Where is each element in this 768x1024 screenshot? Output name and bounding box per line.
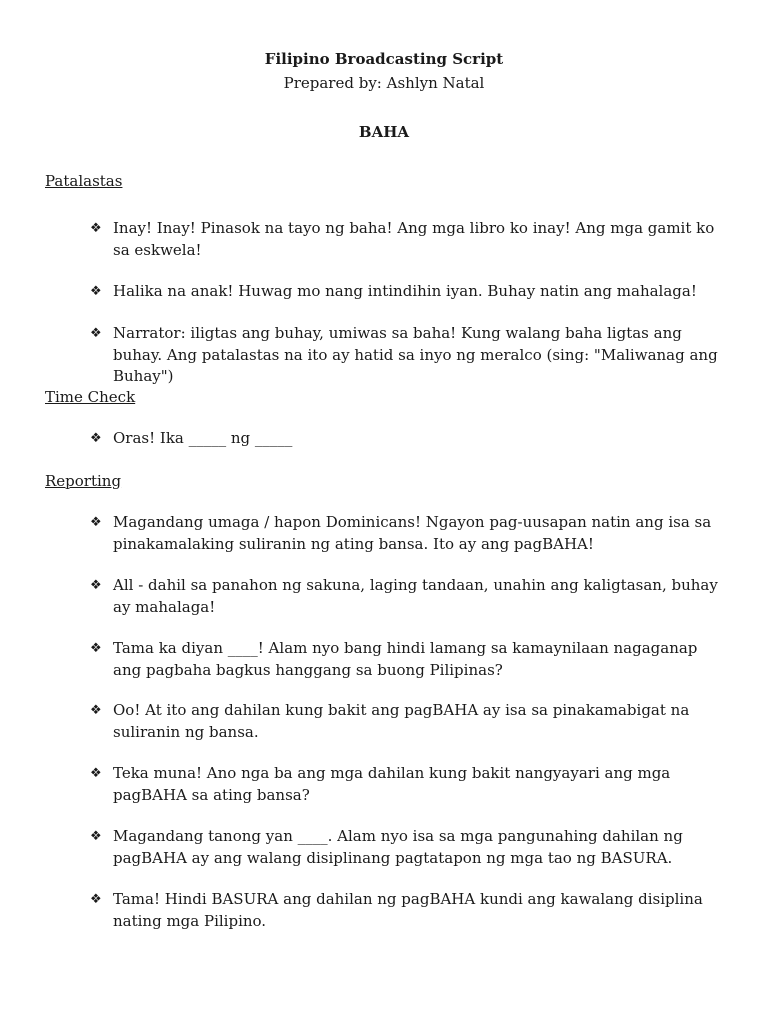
diamond-bullet-icon: ❖ [90,431,102,446]
list-item-text: Oras! Ika _____ ng _____ [113,429,293,447]
section-heading-patalastas: Patalastas [45,172,123,190]
list-item-text: Magandang umaga / hapon Dominicans! Ngayon pag-uusapan natin ang isa sa pinakamalaking suliranin ng ating bansa. Ito ay ang pagBAHA! [113,513,712,553]
list-item-text: Narrator: iligtas ang buhay, umiwas sa baha! Kung walang baha ligtas ang buhay. Ang patalastas na ito ay hatid sa inyo ng meralco (sing: "Maliwanag ang Buhay") [113,324,718,385]
diamond-bullet-icon: ❖ [90,284,102,299]
list-item-text: Teka muna! Ano nga ba ang mga dahilan kung bakit nangyayari ang mga pagBAHA sa ating bansa? [113,764,671,804]
diamond-bullet-icon: ❖ [90,641,102,656]
list-item [90,428,730,450]
diamond-bullet-icon: ❖ [90,829,102,844]
list-item [90,512,730,555]
list-item-text: Halika na anak! Huwag mo nang intindihin iyan. Buhay natin ang mahalaga! [113,282,697,300]
list-item [90,763,730,806]
diamond-bullet-icon: ❖ [90,892,102,907]
diamond-bullet-icon: ❖ [90,766,102,781]
list-item [90,575,730,618]
list-item [90,826,730,869]
list-item [90,218,730,261]
section-heading-reporting: Reporting [45,472,122,490]
list-item-text: Oo! At ito ang dahilan kung bakit ang pagBAHA ay isa sa pinakamabigat na suliranin ng bansa. [113,701,690,741]
list-item [90,889,730,932]
list-item-text: Magandang tanong yan ____. Alam nyo isa sa mga pangunahing dahilan ng pagBAHA ay ang walang disiplinang pagtatapon ng mga tao ng BASURA. [113,827,683,867]
diamond-bullet-icon: ❖ [90,221,102,236]
list-item-text: Inay! Inay! Pinasok na tayo ng baha! Ang mga libro ko inay! Ang mga gamit ko sa eskwela! [113,219,715,259]
list-item-text: Tama! Hindi BASURA ang dahilan ng pagBAHA kundi ang kawalang disiplina nating mga Pilipino. [113,890,703,930]
section-heading-time-check: Time Check [45,388,136,406]
document-title: Filipino Broadcasting Script [264,50,504,68]
diamond-bullet-icon: ❖ [90,578,102,593]
prepared-by: Prepared by: Ashlyn Natal [283,74,485,92]
list-item [90,323,730,388]
list-item-text: All - dahil sa panahon ng sakuna, laging tandaan, unahin ang kaligtasan, buhay ay mahalaga! [113,576,718,616]
diamond-bullet-icon: ❖ [90,326,102,341]
topic-title: BAHA [358,123,410,141]
diamond-bullet-icon: ❖ [90,703,102,718]
diamond-bullet-icon: ❖ [90,515,102,530]
list-item [90,281,730,303]
list-item [90,638,730,681]
list-item [90,700,730,743]
list-item-text: Tama ka diyan ____! Alam nyo bang hindi lamang sa kamaynilaan nagaganap ang pagbaha bagkus hanggang sa buong Pilipinas? [113,639,698,679]
